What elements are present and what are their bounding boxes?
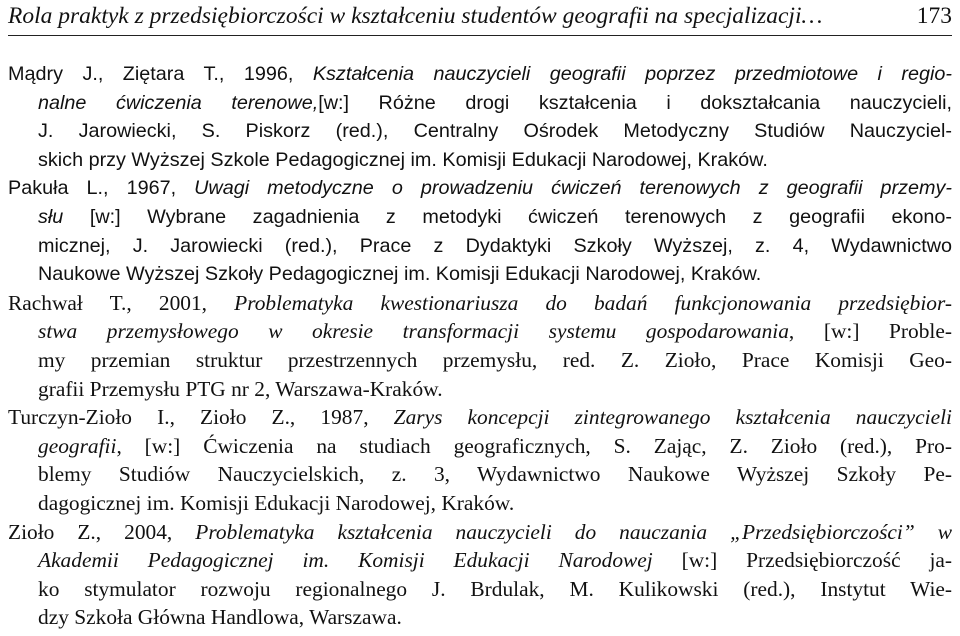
entry-line — [0, 232, 960, 261]
reference-text: ko stymulator rozwoju regionalnego J. Brdulak, M. Kulikowski (red.), Instytut Wie- — [38, 576, 952, 601]
reference-text: [w:] Przedsiębiorczość ja- — [652, 548, 952, 573]
entry-line — [0, 346, 960, 375]
italic-title-text: słu — [38, 205, 64, 228]
reference-text: Zioło Z., 2004, — [8, 519, 196, 544]
entry-line — [0, 432, 960, 461]
reference-text: Pakuła L., 1967, — [8, 177, 195, 200]
reference-text: grafii Przemysłu PTG nr 2, Warszawa-Kraków. — [38, 376, 443, 401]
reference-text: Naukowe Wyższej Szkoły Pedagogicznej im. Komisji Edukacji Narodowej, Kraków. — [38, 263, 762, 286]
entry-line — [0, 403, 960, 432]
entry-line — [0, 89, 960, 118]
entry-line — [0, 489, 960, 518]
italic-title-text: Zarys koncepcji zintegrowanego kształcenia nauczycieli — [393, 405, 952, 430]
running-header — [8, 0, 952, 32]
reference-text: my przemian struktur przestrzennych przemysłu, red. Z. Zioło, Prace Komisji Geo- — [38, 347, 952, 372]
bibliography-entry — [0, 403, 960, 517]
italic-title-text: Uwagi metodyczne o prowadzeniu ćwiczeń terenowych z geografii przemy- — [194, 177, 952, 200]
bibliography-entry — [0, 289, 960, 403]
page-number: 173 — [916, 3, 952, 29]
entry-line — [0, 460, 960, 489]
reference-text: [w:] Różne drogi kształcenia i dokształcania nauczycieli, — [318, 91, 952, 114]
entry-line — [0, 60, 960, 89]
bibliography-entry — [0, 518, 960, 632]
entry-line — [0, 518, 960, 547]
entry-line — [0, 117, 960, 146]
reference-text: Rachwał T., 2001, — [8, 290, 235, 315]
entry-line — [0, 203, 960, 232]
reference-text: , [w:] Ćwiczenia na studiach geograficznych, S. Zając, Z. Zioło (red.), Pro- — [116, 433, 952, 458]
reference-text: blemy Studiów Nauczycielskich, z. 3, Wydawnictwo Naukowe Wyższej Szkoły Pe- — [38, 462, 952, 487]
reference-text: Mądry J., Ziętara T., 1996, — [8, 63, 313, 85]
italic-title-text: geografii — [38, 433, 117, 458]
italic-title-text: Kształcenia nauczycieli geografii poprzez przedmiotowe i regio- — [312, 63, 952, 85]
reference-text: dagogicznej im. Komisji Edukacji Narodowej, Kraków. — [38, 490, 515, 515]
italic-title-text: stwa przemysłowego w okresie transformacji systemu gospodarowania — [38, 319, 789, 344]
reference-text: micznej, J. Jarowiecki (red.), Prace z Dydaktyki Szkoły Wyższej, z. 4, Wydawnictwo — [38, 234, 952, 257]
bibliography-entry — [0, 174, 960, 288]
reference-text: , [w:] Proble- — [788, 319, 952, 344]
reference-text: dzy Szkoła Główna Handlowa, Warszawa. — [38, 605, 402, 630]
running-header-title: Rola praktyk z przedsiębiorczości w kształceniu studentów geografii na specjalizacji… — [8, 3, 823, 29]
entry-line — [0, 317, 960, 346]
bibliography-entry — [0, 60, 960, 174]
entry-line — [0, 146, 960, 175]
entry-line — [0, 575, 960, 604]
entry-line — [0, 375, 960, 404]
italic-title-text: nalne ćwiczenia terenowe, — [38, 91, 319, 114]
reference-text: J. Jarowiecki, S. Piskorz (red.), Centralny Ośrodek Metodyczny Studiów Nauczyciel- — [38, 120, 952, 143]
header-rule — [8, 35, 952, 36]
reference-text: skich przy Wyższej Szkole Pedagogicznej im. Komisji Edukacji Narodowej, Kraków. — [38, 148, 768, 171]
italic-title-text: Akademii Pedagogicznej im. Komisji Edukacji Narodowej — [38, 548, 653, 573]
entry-line — [0, 260, 960, 289]
entry-line — [0, 603, 960, 632]
reference-text: [w:] Wybrane zagadnienia z metodyki ćwiczeń terenowych z geografii ekono- — [63, 205, 952, 228]
italic-title-text: Problematyka kształcenia nauczycieli do nauczania „Przedsiębiorczości” w — [195, 519, 953, 544]
entry-line — [0, 289, 960, 318]
bibliography-list — [0, 60, 960, 632]
italic-title-text: Problematyka kwestionariusza do badań funkcjonowania przedsiębior- — [234, 290, 952, 315]
entry-line — [0, 546, 960, 575]
reference-text: Turczyn-Zioło I., Zioło Z., 1987, — [8, 405, 394, 430]
entry-line — [0, 174, 960, 203]
